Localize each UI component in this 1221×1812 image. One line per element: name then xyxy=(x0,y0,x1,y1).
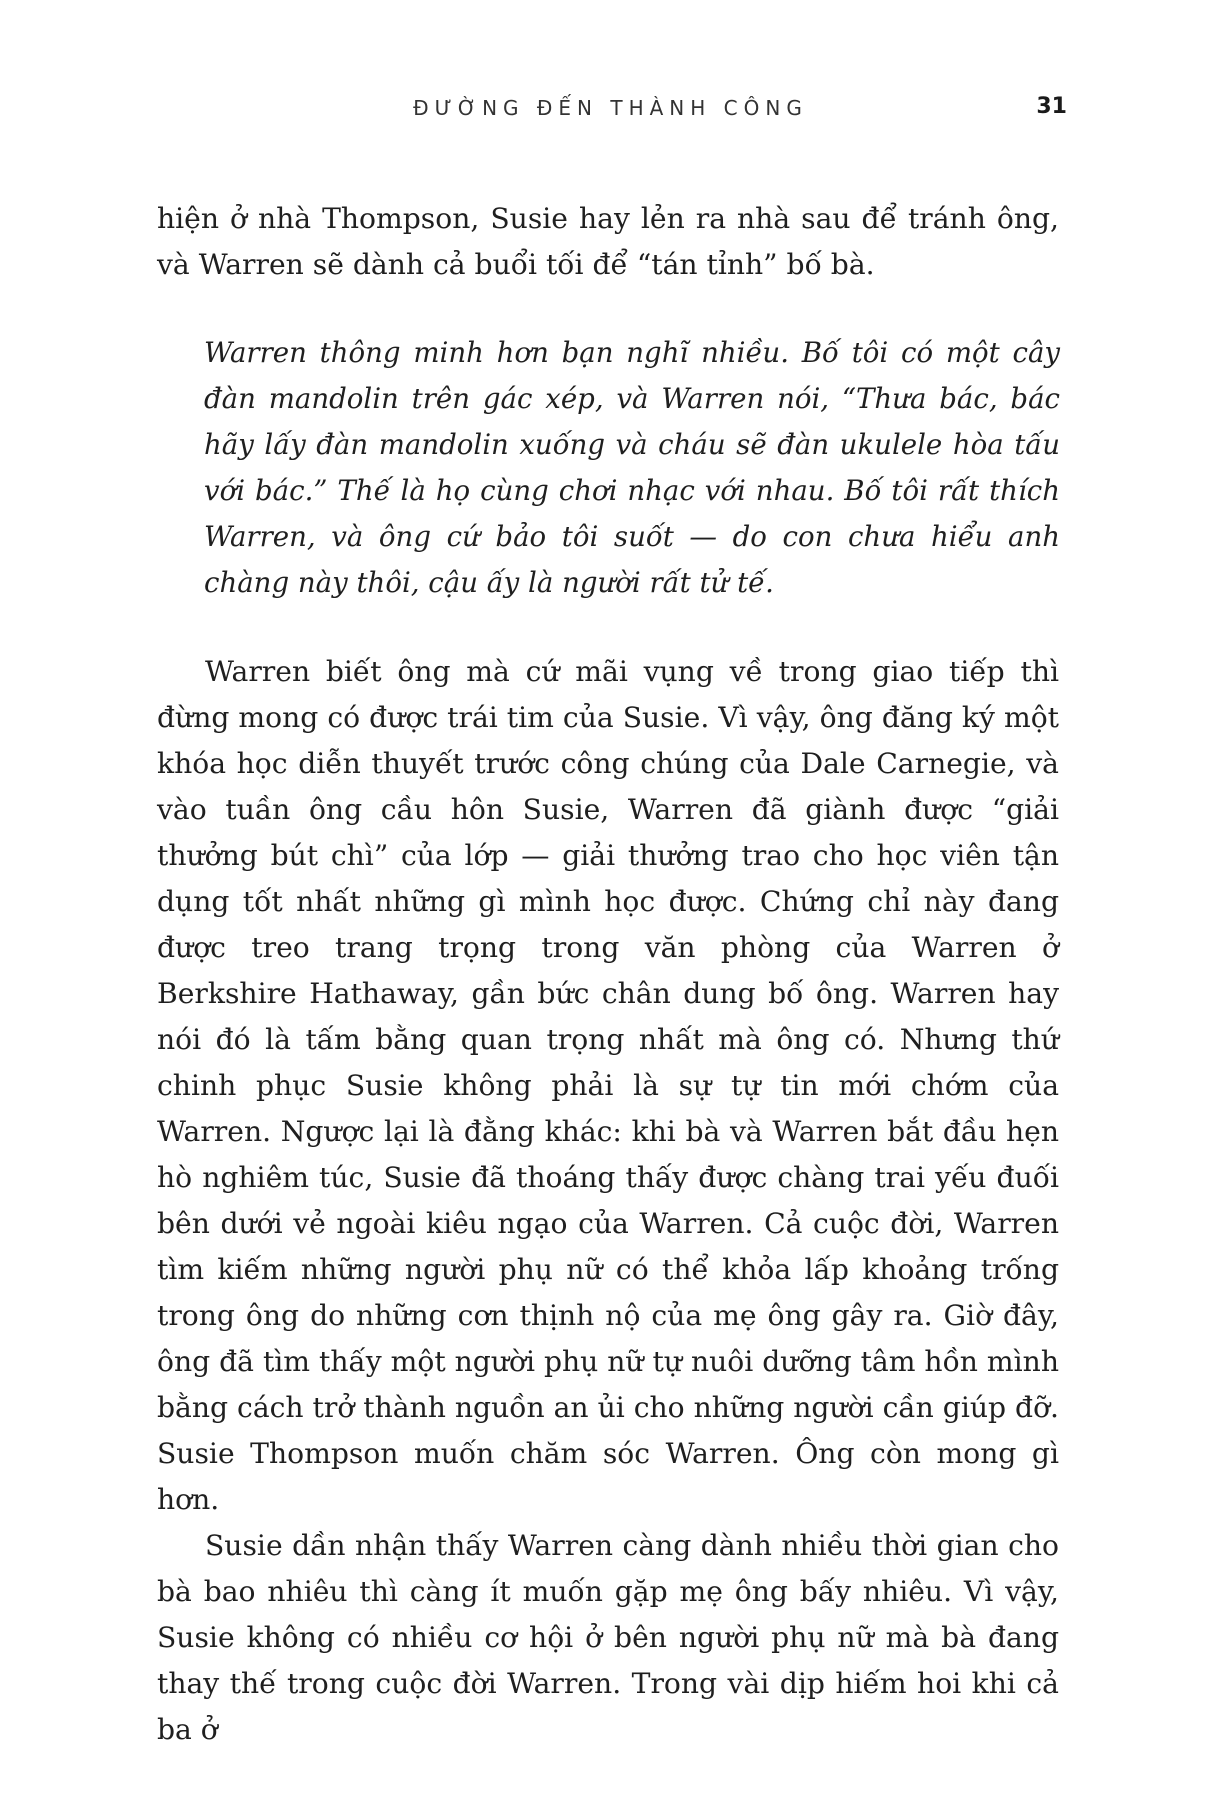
continued-paragraph: hiện ở nhà Thompson, Susie hay lẻn ra nhà sau để tránh ông, và Warren sẽ dành cả buổi tối để “tán tỉnh” bố bà. xyxy=(157,202,1059,281)
block-quote-text: Warren thông minh hơn bạn nghĩ nhiều. Bố tôi có một cây đàn mandolin trên gác xép, và Warren nói, “Thưa bác, bác hãy lấy đàn mandolin xuống và cháu sẽ đàn ukulele hòa tấu với bác.” Thế là họ cùng chơi nhạc với nhau. Bố tôi rất thích Warren, và ông cứ bảo tôi suốt — do con chưa hiểu anh chàng này thôi, cậu ấy là người rất tử tế. xyxy=(204,336,1060,599)
body-paragraph: Warren biết ông mà cứ mãi vụng về trong giao tiếp thì đừng mong có được trái tim của Susie. Vì vậy, ông đăng ký một khóa học diễn thuyết trước công chúng của Dale Carnegie, và vào tuần ông cầu hôn Susie, Warren đã giành được “giải thưởng bút chì” của lớp — giải thưởng trao cho học viên tận dụng tốt nhất những gì mình học được. Chứng chỉ này đang được treo trang trọng trong văn phòng của Warren ở Berkshire Hathaway, gần bức chân dung bố ông. Warren hay nói đó là tấm bằng quan trọng nhất mà ông có. Nhưng thứ chinh phục Susie không phải là sự tự tin mới chớm của Warren. Ngược lại là đằng khác: khi bà và Warren bắt đầu hẹn hò nghiêm túc, Susie đã thoáng thấy được chàng trai yếu đuối bên dưới vẻ ngoài kiêu ngạo của Warren. Cả cuộc đời, Warren tìm kiếm những người phụ nữ có thể khỏa lấp khoảng trống trong ông do những cơn thịnh nộ của mẹ ông gây ra. Giờ đây, ông đã tìm thấy một người phụ nữ tự nuôi dưỡng tâm hồn mình bằng cách trở thành nguồn an ủi cho những người cần giúp đỡ. Susie Thompson muốn chăm sóc Warren. Ông còn mong gì hơn. xyxy=(157,655,1059,1516)
running-title: ĐƯỜNG ĐẾN THÀNH CÔNG xyxy=(413,96,808,120)
page-number: 31 xyxy=(1036,94,1067,119)
continued-paragraph-block xyxy=(157,196,1059,288)
block-quote xyxy=(204,330,1060,606)
body-text xyxy=(157,649,1059,1753)
body-paragraph: Susie dần nhận thấy Warren càng dành nhiều thời gian cho bà bao nhiêu thì càng ít muốn gặp mẹ ông bấy nhiêu. Vì vậy, Susie không có nhiều cơ hội ở bên người phụ nữ mà bà đang thay thế trong cuộc đời Warren. Trong vài dịp hiếm hoi khi cả ba ở xyxy=(157,1529,1059,1746)
running-header xyxy=(0,96,1221,128)
